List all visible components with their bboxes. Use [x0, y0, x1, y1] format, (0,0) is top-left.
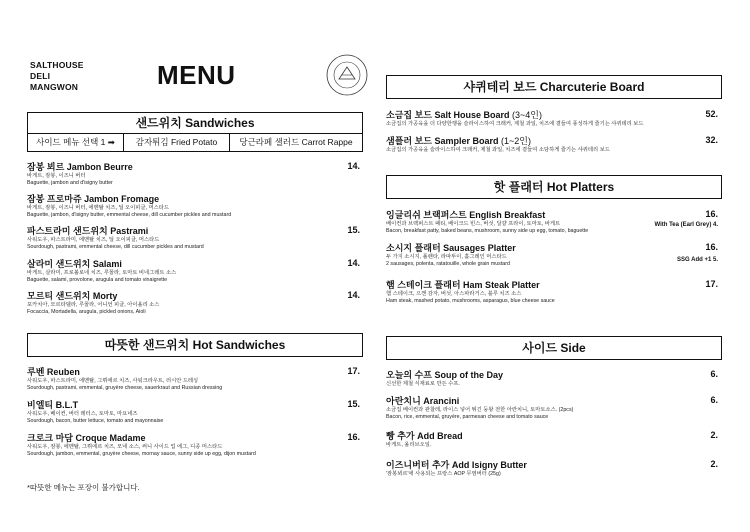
- item-price: 15.: [347, 399, 360, 409]
- item-name: 아란치니 Arancini: [386, 396, 460, 406]
- item-desc-ko: 사워도우, 잠봉, 에멘탈, 그뤼에르 치즈, 모네 소스, 써니 사이드 업 에그, 디종 머스타드: [27, 444, 223, 450]
- menu-title: MENU: [157, 60, 236, 90]
- sandwiches-header: [27, 112, 363, 134]
- item-desc-ko: 소금집의 가공육을 슬라이스하여 크래커, 제철 과일, 치즈에 곁들여 소담하게 즐기는 샤퀴테리 보드: [386, 147, 610, 153]
- item-desc-en: Focaccia, Mortadella, arugula, pickled onions, Aioli: [27, 309, 146, 315]
- item-desc-en: Ham steak, mashed potato, mushrooms, asparagus, blue cheese sauce: [386, 298, 555, 304]
- menu-item: [386, 109, 643, 128]
- menu-item: [27, 193, 231, 219]
- side-option-bar: [27, 134, 363, 152]
- side-option-fried-potato: 감자튀김 Fried Potato: [124, 134, 230, 151]
- hot-platters-header: [386, 175, 722, 199]
- menu-item: [27, 432, 256, 458]
- item-desc-en: 2 sausages, polenta, ratatouille, whole grain mustard: [386, 261, 510, 267]
- charcuterie-title: 샤퀴테리 보드 Charcuterie Board: [463, 80, 645, 94]
- item-price: 17.: [347, 366, 360, 376]
- item-price: 2.: [710, 459, 718, 469]
- item-price: 52.: [705, 109, 718, 119]
- menu-item: [27, 366, 222, 392]
- menu-item: [27, 290, 159, 316]
- menu-item: [386, 430, 463, 449]
- item-addon: With Tea (Earl Grey) 4.: [654, 222, 718, 228]
- menu-item: [27, 225, 204, 251]
- item-desc-ko: 바게트, 살라미, 프로볼로네 치즈, 루꼴라, 토마토 비네그레트 소스: [27, 270, 177, 276]
- side-title: 사이드 Side: [522, 341, 586, 355]
- item-price: 16.: [705, 242, 718, 252]
- brand-line: SALTHOUSE: [30, 60, 84, 70]
- menu-item: [386, 395, 573, 421]
- charcuterie-header: [386, 75, 722, 99]
- hot-sandwiches-header: [27, 333, 363, 357]
- item-name: 이즈니버터 추가 Add Isigny Butter: [386, 460, 527, 470]
- item-price: 32.: [705, 135, 718, 145]
- item-name: 빵 추가 Add Bread: [386, 431, 463, 441]
- item-name-main: 샘플러 보드 Sampler Board: [386, 136, 499, 146]
- item-name: 파스트라미 샌드위치 Pastrami: [27, 226, 149, 236]
- menu-item: [386, 279, 555, 305]
- item-desc-ko: 사워도우, 파스트라미, 에멘탈, 그뤼에르 치즈, 사워크라우트, 러시안 드레싱: [27, 378, 199, 384]
- side-header: [386, 336, 722, 360]
- item-serving-size: (1~2인): [498, 136, 531, 146]
- item-desc-ko: 사워도우, 베이컨, 버터 레터스, 토마토, 마요네즈: [27, 411, 138, 417]
- brand-name: [30, 60, 84, 93]
- hot-platters-title: 핫 플래터 Hot Platters: [493, 180, 615, 194]
- item-name: 오늘의 수프 Soup of the Day: [386, 370, 503, 380]
- item-price: 16.: [705, 209, 718, 219]
- item-desc-en: Bacon, breakfast patty, baked beans, mushroom, sunny side up egg, tomato, baguette: [386, 228, 589, 234]
- item-price: 14.: [347, 258, 360, 268]
- item-desc-ko: 소금집의 가공육을 더 다양한행을 슬라이스하여 크래커, 제철 과일, 치즈에 곁들여 풍성하게 즐기는 샤퀴테리 보드: [386, 121, 644, 127]
- hot-sandwiches-title: 따뜻한 샌드위치 Hot Sandwiches: [104, 338, 286, 352]
- item-name: 모르티 샌드위치 Morty: [27, 291, 118, 301]
- item-desc-ko: 바게트, 잠봉, 이즈니 버터, 에멘탈 치즈, 딜 오이피클, 머스타드: [27, 205, 169, 211]
- item-desc-ko: 포카치아, 모르타델라, 루꼴라, 어니언 피클, 아이올리 소스: [27, 302, 160, 308]
- item-price: 15.: [347, 225, 360, 235]
- item-name: 살라미 샌드위치 Salami: [27, 259, 122, 269]
- menu-item: [27, 399, 163, 425]
- item-price: 16.: [347, 432, 360, 442]
- item-desc-ko: 신선한 제철 식재료로 만든 수프.: [386, 381, 460, 387]
- item-desc-en: Baguette, jambon, d'isigny butter, emmental cheese, dill cucumber pickles and mustard: [27, 212, 232, 218]
- item-name: [386, 135, 610, 147]
- menu-item: [386, 242, 516, 268]
- item-price: 14.: [347, 161, 360, 171]
- side-option-label: 사이드 메뉴 선택 1 ➡: [28, 134, 124, 151]
- item-price: 6.: [710, 369, 718, 379]
- item-desc-en: Sourdough, pastrami, emmental, gruyère cheese, sauerkraut and Russian dressing: [27, 385, 223, 391]
- item-name: 비엘티 B.L.T: [27, 400, 79, 410]
- takeout-note: *따뜻한 메뉴는 포장이 불가합니다.: [27, 483, 140, 492]
- item-name: 소시지 플래터 Sausages Platter: [386, 243, 516, 253]
- item-name: [386, 109, 643, 121]
- item-desc-ko: 두 가지 소시지, 폴렌타, 라따뚜이, 홀그레인 머스타드: [386, 254, 507, 260]
- item-serving-size: (3~4인): [509, 110, 542, 120]
- item-name: 잉글리쉬 브랙퍼스트 English Breakfast: [386, 210, 546, 220]
- item-desc-en: Sourdough, bacon, butter lettuce, tomato and mayonnaise: [27, 418, 164, 424]
- item-desc-en: Sourdough, pastrami, emmental cheese, dill cucumber pickles and mustard: [27, 244, 204, 250]
- item-name-main: 소금집 보드 Salt House Board: [386, 110, 510, 120]
- item-desc-en: Bacon, rice, emmental, gruyère, parmesan cheese and tomato sauce: [386, 414, 549, 420]
- menu-item: [27, 258, 176, 284]
- menu-item: [386, 135, 610, 154]
- item-desc-ko: 사워도우, 파스트라미, 에멘탈 치즈, 딜 오이피클, 머스타드: [27, 237, 160, 243]
- brand-line: DELI: [30, 71, 51, 81]
- item-name: 크로크 마담 Croque Madame: [27, 433, 146, 443]
- menu-item: [386, 209, 588, 235]
- item-desc-ko: 바게트, 잠봉, 이즈니 버터: [27, 173, 86, 179]
- menu-item: [386, 369, 503, 388]
- item-desc-en: Baguette, jambon and d'isigny butter: [27, 180, 113, 186]
- menu-item: [27, 161, 133, 187]
- item-desc-en: Sourdough, jambon, emmental, gruyère cheese, mornay sauce, sunny side up egg, dijon mustard: [27, 451, 256, 457]
- item-desc-ko: 바게트, 올리브오일.: [386, 442, 432, 448]
- item-price: 17.: [705, 279, 718, 289]
- side-option-carrot-rappe: 당근라페 샐러드 Carrot Rappe: [239, 137, 353, 147]
- item-name: 잠봉 뵈르 Jambon Beurre: [27, 162, 133, 172]
- item-desc-en: Baguette, salami, provolone, arugula and tomato vinaigrette: [27, 277, 168, 283]
- brand-line: MANGWON: [30, 82, 79, 92]
- item-name: 햄 스테이크 플래터 Ham Steak Platter: [386, 280, 540, 290]
- item-price: 6.: [710, 395, 718, 405]
- item-addon: SSG Add +1 5.: [677, 257, 718, 263]
- sandwiches-title: 샌드위치 Sandwiches: [135, 116, 255, 130]
- item-name: 잠봉 프로마쥬 Jambon Fromage: [27, 194, 160, 204]
- item-name: 루벤 Reuben: [27, 367, 80, 377]
- item-desc-ko: '잠봉뵈르'에 사용되는 프랑스 AOP 무염버터 (25g): [386, 471, 501, 477]
- item-price: 14.: [347, 290, 360, 300]
- item-desc-ko: 소금집 베이컨과 관찰레, 라이스 넣어 튀긴 둥왕 전한 아란치니, 토마토소스. (2pcs): [386, 407, 574, 413]
- item-desc-ko: 햄 스테이크, 으깬 감자, 버섯, 아스파라거스, 블루 치즈 소스: [386, 291, 522, 297]
- menu-item: [386, 459, 527, 478]
- item-desc-ko: 베이컨과 브랙퍼스트 패티, 베이크드 빈스, 버섯, 달걀 프라이, 토마토, 바게트: [386, 221, 561, 227]
- brand-logo-seal: [325, 53, 369, 97]
- item-price: 2.: [710, 430, 718, 440]
